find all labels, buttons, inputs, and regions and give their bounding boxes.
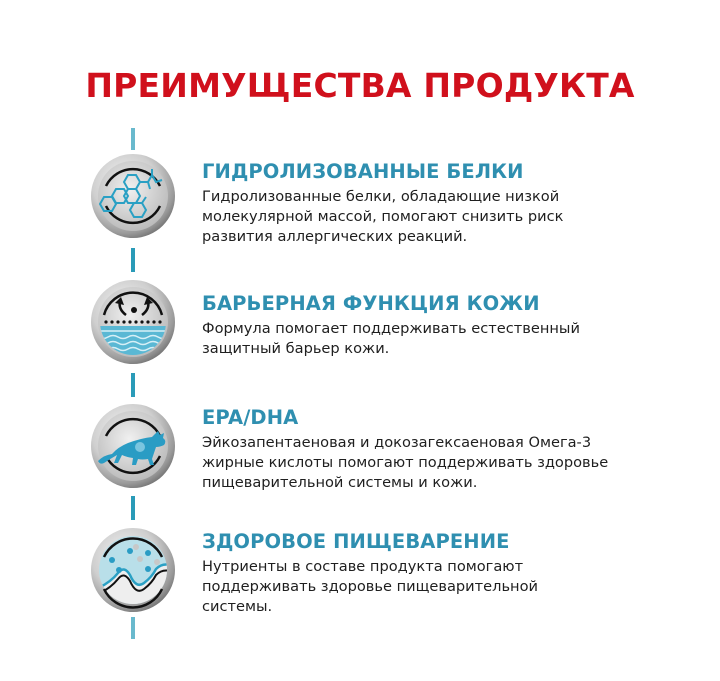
benefit-title: ЗДОРОВОЕ ПИЩЕВАРЕНИЕ [202, 530, 510, 553]
timeline-line-1 [131, 248, 135, 272]
benefit-description-line: защитный барьер кожи. [202, 340, 390, 357]
benefit-description-line: Эйкозапентаеновая и докозагексаеновая Омега-3 [202, 434, 592, 451]
benefit-description-line: пищеварительной системы и кожи. [202, 474, 478, 491]
benefit-item-epa-dha [202, 406, 672, 493]
skin-barrier-icon [90, 279, 176, 365]
benefit-description-line: Формула помогает поддерживать естественный [202, 320, 580, 337]
benefit-description-line: поддерживать здоровье пищеварительной [202, 578, 539, 595]
benefit-description-line: жирные кислоты помогают поддерживать здоровье [202, 454, 609, 471]
benefit-title: ГИДРОЛИЗОВАННЫЕ БЕЛКИ [202, 160, 524, 183]
timeline-line-bottom [131, 617, 135, 639]
benefit-item-hydrolyzed-proteins [202, 160, 672, 247]
benefit-description [202, 187, 672, 247]
benefit-item-healthy-digestion [202, 530, 672, 617]
benefit-description-line: развития аллергических реакций. [202, 228, 468, 245]
page-title: ПРЕИМУЩЕСТВА ПРОДУКТА [85, 66, 635, 105]
benefit-description [202, 557, 672, 617]
benefit-description [202, 433, 672, 493]
benefit-title: EPA/DHA [202, 406, 299, 429]
benefit-description-line: молекулярной массой, помогают снизить риск [202, 208, 564, 225]
timeline-line-top [131, 128, 135, 150]
molecule-icon [90, 153, 176, 239]
benefit-description [202, 319, 672, 359]
benefit-item-skin-barrier [202, 292, 672, 359]
cat-icon [90, 403, 176, 489]
digestion-icon [90, 527, 176, 613]
timeline-line-3 [131, 496, 135, 520]
benefit-title: БАРЬЕРНАЯ ФУНКЦИЯ КОЖИ [202, 292, 540, 315]
benefit-description-line: системы. [202, 598, 273, 615]
timeline-line-2 [131, 373, 135, 397]
benefit-description-line: Нутриенты в составе продукта помогают [202, 558, 524, 575]
benefit-description-line: Гидролизованные белки, обладающие низкой [202, 188, 560, 205]
